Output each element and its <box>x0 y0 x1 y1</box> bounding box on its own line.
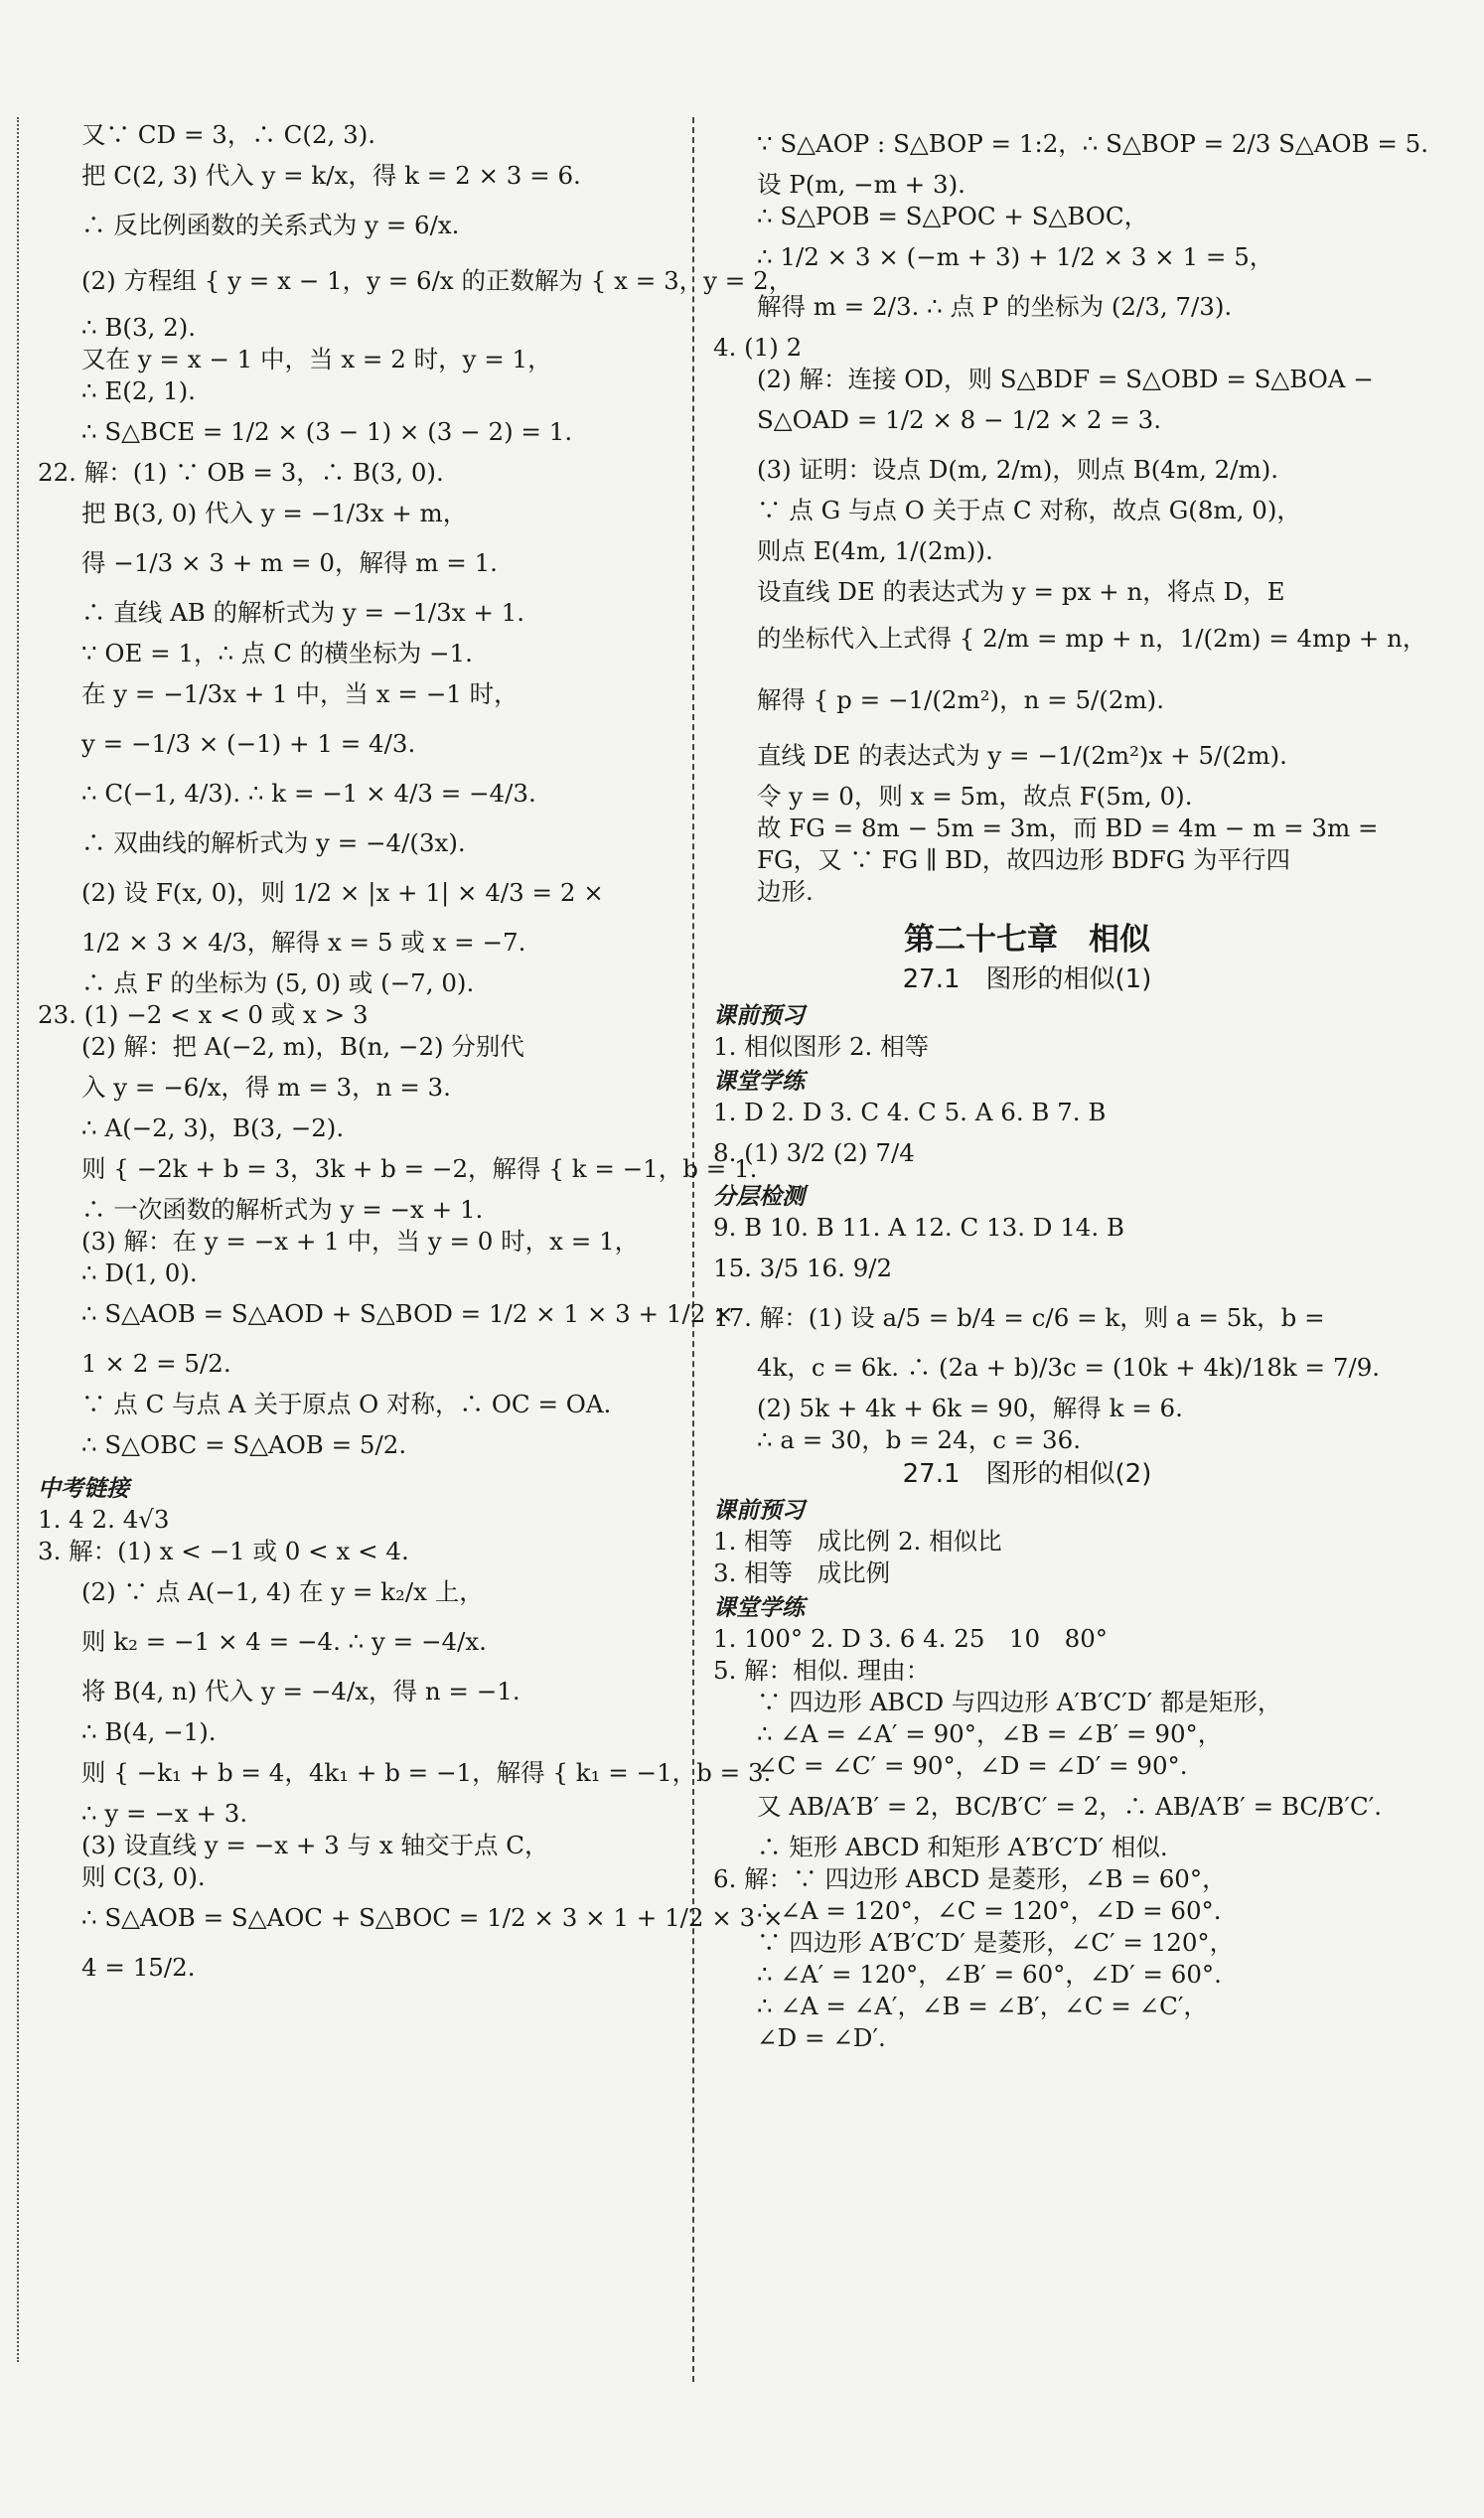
section-heading: 中考链接 <box>38 1476 129 1502</box>
chapter-title: 第二十七章 相似 <box>904 922 1150 958</box>
text-line: ∵ 四边形 A′B′C′D′ 是菱形，∠C′ = 120°， <box>757 1928 1235 1957</box>
subsection-title: 27.1 图形的相似(2) <box>902 1459 1152 1489</box>
text-line: 9. B 10. B 11. A 12. C 13. D 14. B <box>713 1213 1124 1242</box>
text-line: ∵ 点 G 与点 O 关于点 C 对称，故点 G(8m, 0)， <box>757 496 1301 524</box>
text-line: 又∵ CD = 3，∴ C(2, 3). <box>81 120 376 149</box>
text-line: 设 P(m, −m + 3). <box>757 170 965 199</box>
text-line: 1 × 2 = 5/2. <box>81 1349 231 1378</box>
text-line: 边形. <box>757 877 814 906</box>
text-line: 直线 DE 的表达式为 y = −1/(2m²)x + 5/(2m). <box>757 741 1287 770</box>
text-line: 1/2 × 3 × 4/3，解得 x = 5 或 x = −7. <box>81 928 526 957</box>
text-line: 将 B(4, n) 代入 y = −4/x，得 n = −1. <box>81 1677 520 1705</box>
text-line: 则点 E(4m, 1/(2m)). <box>757 536 993 565</box>
text-line: 8. (1) 3/2 (2) 7/4 <box>713 1138 915 1167</box>
text-line: 设直线 DE 的表达式为 y = px + n，将点 D，E <box>757 577 1285 606</box>
text-line: 1. 100° 2. D 3. 6 4. 25 10 80° <box>713 1624 1109 1653</box>
text-line: 22. 解：(1) ∵ OB = 3，∴ B(3, 0). <box>38 458 444 487</box>
text-line: 入 y = −6/x，得 m = 3，n = 3. <box>81 1073 451 1102</box>
text-line: 23. (1) −2 < x < 0 或 x > 3 <box>38 1000 369 1029</box>
text-line: ∴ 矩形 ABCD 和矩形 A′B′C′D′ 相似. <box>757 1833 1168 1861</box>
text-line: FG，又 ∵ FG ∥ BD，故四边形 BDFG 为平行四 <box>757 845 1291 874</box>
text-line: ∠D = ∠D′. <box>757 2023 886 2052</box>
text-line: ∴ 反比例函数的关系式为 y = 6/x. <box>81 211 460 239</box>
text-line: 1. 相等 成比例 2. 相似比 <box>713 1527 1002 1555</box>
text-line: 得 −1/3 × 3 + m = 0，解得 m = 1. <box>81 548 498 577</box>
text-line: 1. D 2. D 3. C 4. C 5. A 6. B 7. B <box>713 1098 1107 1126</box>
text-line: 1. 4 2. 4√3 <box>38 1505 170 1534</box>
right-column <box>713 119 1429 2054</box>
text-line: ∴ S△AOB = S△AOC + S△BOC = 1/2 × 3 × 1 + 1/2 × 3 × <box>81 1903 784 1932</box>
text-line: 4. (1) 2 <box>713 333 803 362</box>
text-line: ∵ 四边形 ABCD 与四边形 A′B′C′D′ 都是矩形， <box>757 1688 1282 1716</box>
text-line: 则 { −k₁ + b = 4，4k₁ + b = −1，解得 { k₁ = −1，b = 3. <box>81 1758 772 1787</box>
text-line: ∴ S△OBC = S△AOB = 5/2. <box>81 1430 407 1459</box>
text-line: ∴ D(1, 0). <box>81 1259 198 1287</box>
text-line: ∴ S△BCE = 1/2 × (3 − 1) × (3 − 2) = 1. <box>81 417 573 446</box>
text-line: 3. 解：(1) x < −1 或 0 < x < 4. <box>38 1537 409 1565</box>
text-line: (2) 解：把 A(−2, m)，B(n, −2) 分别代 <box>81 1032 524 1061</box>
text-line: 解得 m = 2/3. ∴ 点 P 的坐标为 (2/3, 7/3). <box>757 292 1233 321</box>
text-line: 则 { −2k + b = 3，3k + b = −2，解得 { k = −1，b = 1. <box>81 1154 758 1183</box>
section-heading: 课堂学练 <box>713 1069 805 1095</box>
text-line: 5. 解：相似. 理由： <box>713 1656 931 1685</box>
section-heading: 课堂学练 <box>713 1595 805 1621</box>
text-line: 令 y = 0，则 x = 5m，故点 F(5m, 0). <box>757 782 1193 811</box>
text-line: 把 B(3, 0) 代入 y = −1/3x + m， <box>81 499 468 527</box>
text-line: S△OAD = 1/2 × 8 − 1/2 × 2 = 3. <box>757 405 1161 434</box>
text-line: 17. 解：(1) 设 a/5 = b/4 = c/6 = k，则 a = 5k，b = <box>713 1303 1325 1332</box>
column-divider <box>692 117 694 2382</box>
text-line: (2) 设 F(x, 0)，则 1/2 × |x + 1| × 4/3 = 2 × <box>81 878 604 907</box>
text-line: ∴ 1/2 × 3 × (−m + 3) + 1/2 × 3 × 1 = 5， <box>757 242 1274 271</box>
text-line: (3) 设直线 y = −x + 3 与 x 轴交于点 C， <box>81 1831 549 1859</box>
text-line: ∴ B(3, 2). <box>81 313 197 342</box>
text-line: 故 FG = 8m − 5m = 3m，而 BD = 4m − m = 3m = <box>757 814 1379 842</box>
text-line: (2) ∵ 点 A(−1, 4) 在 y = k₂/x 上， <box>81 1577 484 1606</box>
text-line: ∠C = ∠C′ = 90°，∠D = ∠D′ = 90°. <box>757 1751 1188 1780</box>
text-line: 解得 { p = −1/(2m²)，n = 5/(2m). <box>757 685 1165 714</box>
text-line: (3) 证明：设点 D(m, 2/m)，则点 B(4m, 2/m). <box>757 455 1279 484</box>
text-line: 则 C(3, 0). <box>81 1862 206 1891</box>
text-line: ∴ 点 F 的坐标为 (5, 0) 或 (−7, 0). <box>81 968 475 997</box>
text-line: ∴ ∠A = 120°，∠C = 120°，∠D = 60°. <box>757 1896 1222 1925</box>
text-line: (2) 解：连接 OD，则 S△BDF = S△OBD = S△BOA − <box>757 365 1374 393</box>
text-line: 又在 y = x − 1 中，当 x = 2 时，y = 1， <box>81 345 552 373</box>
text-line: ∵ OE = 1，∴ 点 C 的横坐标为 −1. <box>81 639 473 667</box>
text-line: 4k，c = 6k. ∴ (2a + b)/3c = (10k + 4k)/18k = 7/9. <box>757 1353 1381 1382</box>
text-line: ∴ 直线 AB 的解析式为 y = −1/3x + 1. <box>81 598 525 627</box>
text-line: 的坐标代入上式得 { 2/m = mp + n，1/(2m) = 4mp + n， <box>757 624 1427 653</box>
text-line: y = −1/3 × (−1) + 1 = 4/3. <box>81 729 416 758</box>
text-line: ∴ 双曲线的解析式为 y = −4/(3x). <box>81 828 466 857</box>
text-line: ∴ A(−2, 3)，B(3, −2). <box>81 1113 345 1142</box>
text-line: ∴ B(4, −1). <box>81 1717 217 1746</box>
text-line: 4 = 15/2. <box>81 1953 196 1982</box>
text-line: (3) 解：在 y = −x + 1 中，当 y = 0 时，x = 1， <box>81 1227 640 1256</box>
text-line: ∴ C(−1, 4/3). ∴ k = −1 × 4/3 = −4/3. <box>81 779 536 808</box>
section-heading: 课前预习 <box>713 1003 805 1029</box>
left-margin-dotted-line <box>17 117 19 2362</box>
text-line: 15. 3/5 16. 9/2 <box>713 1254 893 1282</box>
text-line: ∴ y = −x + 3. <box>81 1799 248 1828</box>
section-heading: 课前预习 <box>713 1498 805 1524</box>
subsection-title: 27.1 图形的相似(1) <box>902 964 1152 994</box>
text-line: ∴ ∠A′ = 120°，∠B′ = 60°，∠D′ = 60°. <box>757 1960 1222 1989</box>
text-line: ∴ 一次函数的解析式为 y = −x + 1. <box>81 1195 484 1224</box>
text-line: ∴ S△AOB = S△AOD + S△BOD = 1/2 × 1 × 3 + 1/2 × <box>81 1299 734 1328</box>
text-line: ∴ ∠A = ∠A′，∠B = ∠B′，∠C = ∠C′， <box>757 1992 1208 2020</box>
text-line: 在 y = −1/3x + 1 中，当 x = −1 时， <box>81 679 519 708</box>
text-line: 6. 解：∵ 四边形 ABCD 是菱形，∠B = 60°， <box>713 1864 1227 1893</box>
text-line: ∴ S△POB = S△POC + S△BOC， <box>757 202 1149 230</box>
text-line: 1. 相似图形 2. 相等 <box>713 1032 930 1061</box>
text-line: 把 C(2, 3) 代入 y = k/x，得 k = 2 × 3 = 6. <box>81 161 581 190</box>
text-line: ∵ S△AOP : S△BOP = 1:2，∴ S△BOP = 2/3 S△AOB = 5. <box>757 129 1429 158</box>
text-line: (2) 方程组 { y = x − 1，y = 6/x 的正数解为 { x = 3，y = 2， <box>81 266 794 295</box>
text-line: ∴ ∠A = ∠A′ = 90°，∠B = ∠B′ = 90°， <box>757 1719 1223 1748</box>
text-line: 又 AB/A′B′ = 2，BC/B′C′ = 2，∴ AB/A′B′ = BC/B′C′. <box>757 1792 1383 1821</box>
text-line: ∴ a = 30，b = 24，c = 36. <box>757 1425 1082 1454</box>
text-line: 则 k₂ = −1 × 4 = −4. ∴ y = −4/x. <box>81 1627 487 1656</box>
text-line: ∵ 点 C 与点 A 关于原点 O 对称，∴ OC = OA. <box>81 1390 612 1418</box>
text-line: ∴ E(2, 1). <box>81 376 196 405</box>
section-heading: 分层检测 <box>713 1184 805 1210</box>
text-line: (2) 5k + 4k + 6k = 90，解得 k = 6. <box>757 1394 1183 1422</box>
text-line: 3. 相等 成比例 <box>713 1558 891 1587</box>
